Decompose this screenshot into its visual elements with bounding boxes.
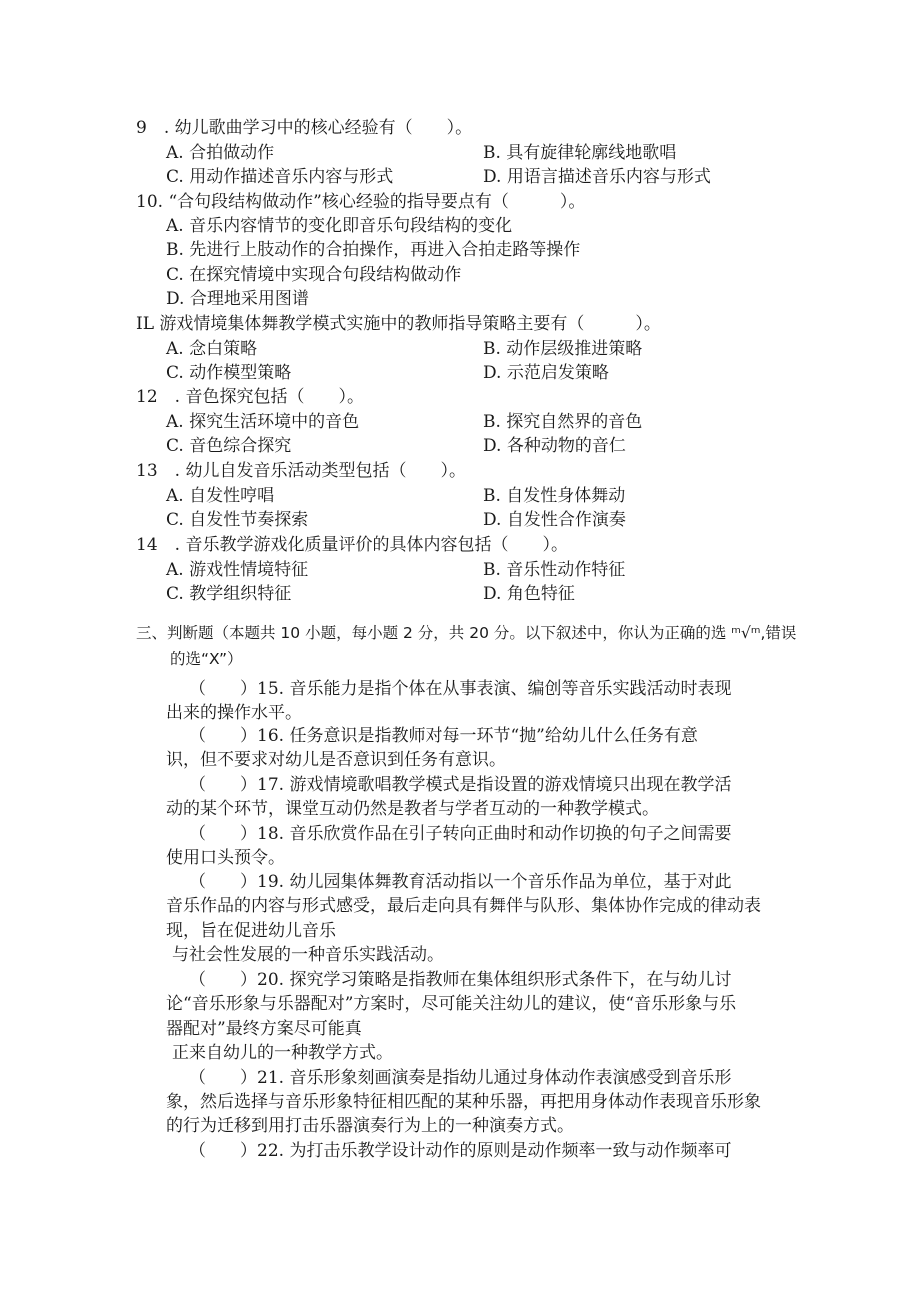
tf-line: 正来自幼儿的一种教学方式。 [172, 1043, 393, 1063]
question-11-option-d: D. 示范启发策略 [483, 363, 609, 383]
tf-line: 论“音乐形象与乐器配对”方案时，尽可能关注幼儿的建议，使“音乐形象与乐 [166, 994, 737, 1014]
tf-line: （ ）17. 游戏情境歌唱教学模式是指设置的游戏情境只出现在教学活 [189, 775, 732, 795]
tf-line: （ ）22. 为打击乐教学设计动作的原则是动作频率一致与动作频率可 [189, 1141, 732, 1161]
question-10-option-a: A. 音乐内容情节的变化即音乐句段结构的变化 [166, 216, 513, 236]
question-13-option-d: D. 自发性合作演奏 [483, 510, 626, 530]
question-11-option-c: C. 动作模型策略 [166, 363, 292, 383]
tf-line: （ ）18. 音乐欣赏作品在引子转向正曲时和动作切换的句子之间需要 [189, 824, 732, 844]
section-3-heading: 三、判断题（本题共 10 小题，每小题 2 分，共 20 分。以下叙述中，你认为正确的选 ᵐ√ᵐ,错误 [136, 624, 797, 642]
question-13-stem: 13 . 幼儿自发音乐活动类型包括（ ）。 [136, 461, 466, 481]
question-14-option-d: D. 角色特征 [483, 584, 575, 604]
tf-line: 音乐作品的内容与形式感受，最后走向具有舞伴与队形、集体协作完成的律动表 [166, 896, 761, 916]
question-11-option-a: A. 念白策略 [166, 339, 258, 359]
tf-line: 与社会性发展的一种音乐实践活动。 [172, 945, 444, 965]
tf-line: 识，但不要求对幼儿是否意识到任务有意识。 [166, 750, 506, 770]
tf-line: 出来的操作水平。 [166, 703, 302, 723]
question-9-option-d: D. 用语言描述音乐内容与形式 [483, 167, 711, 187]
tf-line: （ ）20. 探究学习策略是指教师在集体组织形式条件下，在与幼儿讨 [189, 970, 732, 990]
question-12-option-b: B. 探究自然界的音色 [483, 412, 643, 432]
question-9-option-a: A. 合拍做动作 [166, 143, 275, 163]
tf-line: 象，然后选择与音乐形象特征相匹配的某种乐器，再把用身体动作表现音乐形象 [166, 1092, 761, 1112]
tf-line: 动的某个环节，课堂互动仍然是教者与学者互动的一种教学模式。 [166, 799, 659, 819]
question-10-stem: 10. “合句段结构做动作”核心经验的指导要点有（ ）。 [136, 192, 586, 212]
tf-line: 的行为迁移到用打击乐器演奏行为上的一种演奏方式。 [166, 1116, 574, 1136]
question-12-stem: 12 . 音色探究包括（ ）。 [136, 387, 364, 407]
question-13-option-a: A. 自发性哼唱 [166, 486, 275, 506]
question-11-stem: IL 游戏情境集体舞教学模式实施中的教师指导策略主要有（ ）。 [136, 314, 661, 334]
question-10-option-b: B. 先进行上肢动作的合拍操作，再进入合拍走路等操作 [166, 240, 581, 260]
tf-line: （ ）16. 任务意识是指教师对每一环节“抛”给幼儿什么任务有意 [189, 726, 698, 746]
question-9-option-b: B. 具有旋律轮廓线地歌唱 [483, 143, 677, 163]
tf-line: 器配对”最终方案尽可能真 [166, 1019, 362, 1039]
question-14-stem: 14 . 音乐教学游戏化质量评价的具体内容包括（ ）。 [136, 535, 568, 555]
question-12-option-d: D. 各种动物的音仁 [483, 436, 626, 456]
question-11-option-b: B. 动作层级推进策略 [483, 339, 643, 359]
tf-line: （ ）15. 音乐能力是指个体在从事表演、编创等音乐实践活动时表现 [189, 679, 732, 699]
tf-line: 现，旨在促进幼儿音乐 [166, 921, 336, 941]
question-13-option-c: C. 自发性节奏探索 [166, 510, 309, 530]
tf-line: （ ）19. 幼儿园集体舞教育活动指以一个音乐作品为单位，基于对此 [189, 872, 732, 892]
question-12-option-c: C. 音色综合探究 [166, 436, 292, 456]
question-14-option-a: A. 游戏性情境特征 [166, 560, 309, 580]
question-13-option-b: B. 自发性身体舞动 [483, 486, 626, 506]
question-9-option-c: C. 用动作描述音乐内容与形式 [166, 167, 394, 187]
question-9-stem: 9 . 幼儿歌曲学习中的核心经验有（ ）。 [136, 118, 473, 138]
question-10-option-c: C. 在探究情境中实现合句段结构做动作 [166, 265, 462, 285]
question-10-option-d: D. 合理地采用图谱 [166, 289, 309, 309]
tf-line: 使用口头预令。 [166, 848, 285, 868]
tf-line: （ ）21. 音乐形象刻画演奏是指幼儿通过身体动作表演感受到音乐形 [189, 1068, 732, 1088]
question-14-option-b: B. 音乐性动作特征 [483, 560, 626, 580]
question-14-option-c: C. 教学组织特征 [166, 584, 292, 604]
section-3-heading-cont: 的选“X”） [170, 650, 243, 668]
question-12-option-a: A. 探究生活环境中的音色 [166, 412, 360, 432]
